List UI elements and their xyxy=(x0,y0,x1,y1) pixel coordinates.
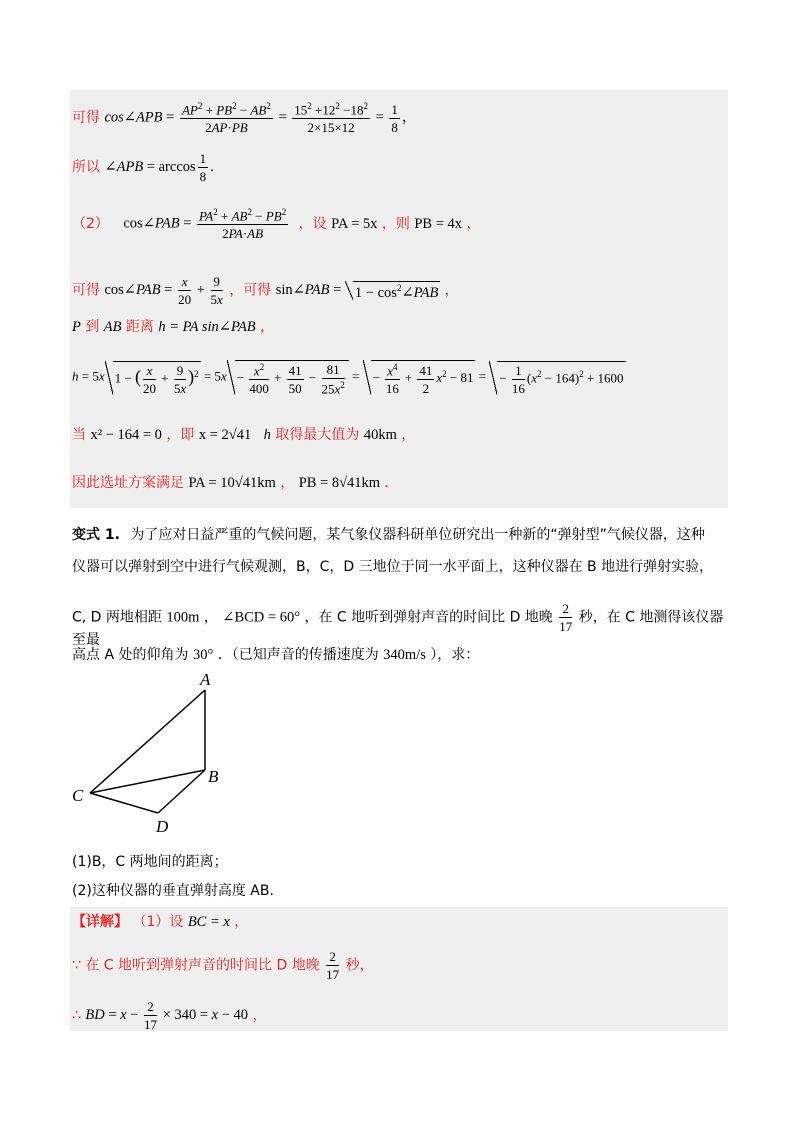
problem-line-3 xyxy=(72,602,728,647)
formula-text xyxy=(104,275,105,276)
text-max: 取得最大值为 xyxy=(275,427,360,443)
text-end: . xyxy=(384,475,389,491)
detail-line-2 xyxy=(72,950,374,981)
segment-cb xyxy=(90,770,205,793)
detail-text: ∵ 在 C 地听到弹射声音的时间比 D 地晚 xyxy=(72,957,320,974)
point-p: P xyxy=(72,319,81,335)
time-fraction xyxy=(326,950,339,981)
detail-text: （1）设 xyxy=(132,914,184,930)
solution-line-distance xyxy=(72,320,274,335)
problem-line-2 xyxy=(72,560,728,574)
text-sep: ， xyxy=(280,475,295,491)
problem-text: ，在 C 地听到弹射声音的时间比 D 地晚 xyxy=(304,609,553,626)
formula-text xyxy=(72,360,73,361)
fraction-denominator: 17 xyxy=(326,967,340,982)
formula-pb: PB = 4x xyxy=(414,216,463,233)
formula-text xyxy=(104,102,105,103)
sound-speed: 340m/s xyxy=(383,647,426,663)
formula-h: h = PA sin∠PAB xyxy=(158,319,256,335)
text-to: 到 xyxy=(85,319,100,335)
formula-x-value: x = 2√41 xyxy=(198,427,252,443)
segment-db xyxy=(158,770,205,813)
angle-value: ∠BCD = 60° xyxy=(222,609,300,626)
formula-pb-result: PB = 8√41km xyxy=(298,475,381,491)
formula-text xyxy=(104,152,105,153)
problem-text: C, D 两地相距 xyxy=(72,609,162,626)
text-end: ， xyxy=(260,319,275,335)
label-d: D xyxy=(156,817,169,836)
segment-cd xyxy=(90,793,158,813)
problem-text: ， xyxy=(203,609,218,626)
formula-bc: BC = x xyxy=(187,914,230,930)
detail-line-1 xyxy=(72,915,248,930)
label-b: B xyxy=(208,767,219,786)
label-a: A xyxy=(200,670,211,689)
fraction-numerator: 2 xyxy=(559,602,572,618)
solution-line-arccos: 所以 ∠APB = arccos $\frac{1}{8}$ . xyxy=(72,151,214,184)
geometry-diagram xyxy=(60,665,260,845)
text-end: ， xyxy=(252,1007,267,1024)
detail-line-3: ∴ BD = x − $\frac{2}{17}$ × 340 = x − 40 ， xyxy=(72,999,267,1032)
solution-line-h-expansion: h = 5x 1 − ( $\frac{x}{20}$ + $\frac{9}{5x}$ )$^2$ = 5x − $\frac{x^2}{400}$ + $\frac{41}{50}$ − $\frac{81}{25x^2}$ = − $\frac{x^4}{16}$ + $\frac{41}{2}$ $x^2 - 81$ = − $\frac{1}{16}$ $(x^2 - 164)^2 + 1600$ xyxy=(72,362,624,397)
problem-label: 变式 1. xyxy=(72,527,120,543)
text-mid: ，可得 xyxy=(229,282,272,299)
question-text: (2)这种仪器的垂直弹射高度 AB. xyxy=(72,883,274,899)
segment-ab: AB xyxy=(103,319,122,335)
line-prefix: 可得 xyxy=(72,110,100,127)
text-conclusion: 因此选址方案满足 xyxy=(72,475,184,491)
formula-equation: x² − 164 = 0 xyxy=(90,427,162,443)
problem-text: ．（已知声音的传播速度为 xyxy=(217,647,379,663)
text-end: 秒， xyxy=(345,957,374,974)
therefore-symbol: ∴ xyxy=(72,1007,81,1024)
detail-tag: 【详解】 xyxy=(72,914,128,930)
line-prefix: 可得 xyxy=(72,282,100,299)
segment-ca xyxy=(90,690,205,793)
text-distance: 距离 xyxy=(125,319,154,335)
formula-text xyxy=(276,281,277,282)
text-end: ， xyxy=(444,282,459,299)
formula-pa-result: PA = 10√41km xyxy=(188,475,276,491)
time-fraction xyxy=(559,602,572,633)
problem-text: 高点 A 处的仰角为 xyxy=(72,647,189,663)
part-number: （2） xyxy=(72,216,109,233)
problem-text: 秒，在 C 地测得该仪器至最 xyxy=(72,609,724,648)
solution-line-cos-pab: （2） cos∠PAB = $\frac{PA^2 + AB^2 - PB^2}{2PA\cdot AB}$ ，设 PA = 5x ，则 PB = 4x ， xyxy=(72,207,481,242)
problem-text: 仪器可以弹射到空中进行气候观测，B，C，D 三地位于同一水平面上，这种仪器在 B 地进行弹射实验， xyxy=(72,559,714,575)
distance-value: 100m xyxy=(166,609,200,626)
problem-text: ），求： xyxy=(430,647,480,663)
text-set: ，设 xyxy=(298,216,327,233)
text-ie: ，即 xyxy=(166,427,195,443)
label-c: C xyxy=(72,786,84,805)
fraction-denominator: 17 xyxy=(559,619,573,634)
text-when: 当 xyxy=(72,427,86,443)
solution-line-sin-pab: 可得 cos∠PAB = $\frac{x}{20}$ + $\frac{9}{5x}$ ，可得 sin∠PAB = $1 - \cos^2\angle PAB$ ， xyxy=(72,274,459,307)
fraction-numerator: 2 xyxy=(326,950,339,966)
solution-line-maximum xyxy=(72,428,415,443)
line-prefix: 所以 xyxy=(72,159,100,176)
solution-line-cos-apb xyxy=(72,102,416,134)
solution-line-conclusion xyxy=(72,476,389,491)
question-1 xyxy=(72,855,728,869)
formula-pa: PA = 5x xyxy=(331,216,378,233)
elevation-angle: 30° xyxy=(192,647,214,663)
max-value: 40km xyxy=(363,427,397,443)
problem-text: 为了应对日益严重的气候问题，某气象仪器科研单位研究出一种新的“弹射型”气候仪器，这种 xyxy=(130,527,705,543)
question-text: (1)B，C 两地间的距离； xyxy=(72,854,228,870)
formula-text xyxy=(85,1000,86,1001)
text-end: ， xyxy=(234,914,249,930)
text-end: ， xyxy=(401,427,416,443)
text-end: ， xyxy=(466,216,481,233)
formula-text xyxy=(123,208,124,209)
question-2 xyxy=(72,884,728,898)
formula-cos-apb: cos∠APB = $\frac{AP^2 + PB^2 - AB^2}{2AP\cdot PB}$ = $\frac{15^2 +12^2 -18^2}{2\times 15\times 12}$ = $\frac{1}{8}$ ， xyxy=(104,101,417,136)
problem-line-1 xyxy=(72,528,728,542)
variable-h: h xyxy=(263,427,271,443)
problem-line-4 xyxy=(72,648,728,663)
text-then: ，则 xyxy=(381,216,410,233)
